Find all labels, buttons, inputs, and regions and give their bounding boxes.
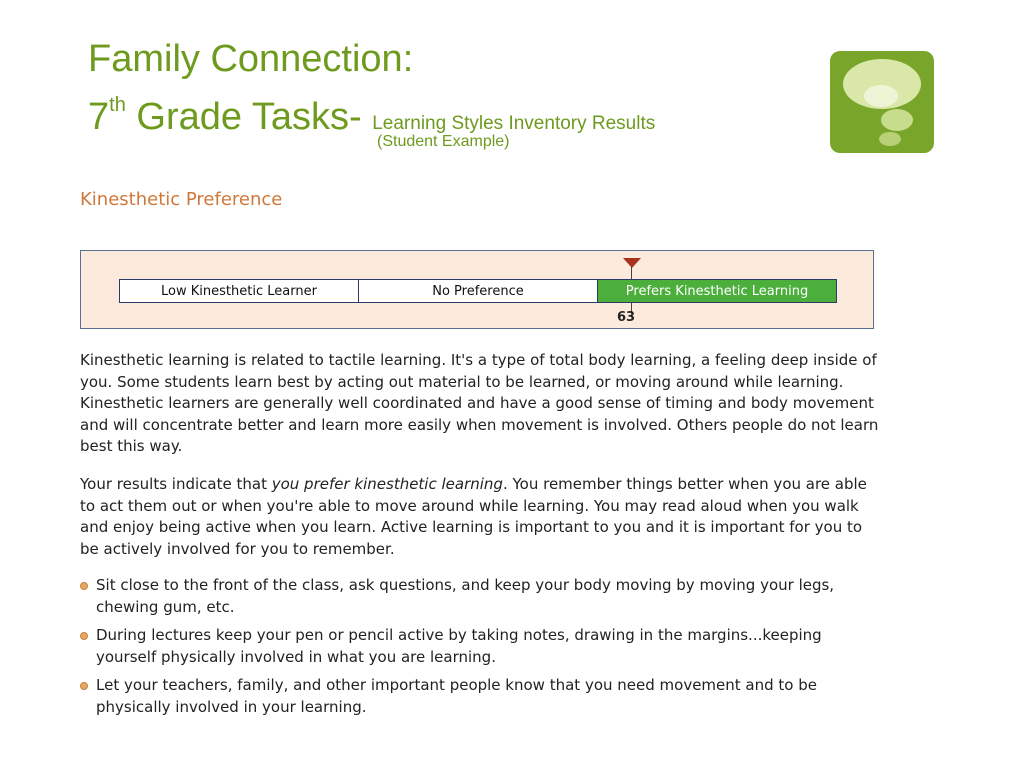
scale-bar — [119, 279, 837, 303]
list-item — [80, 675, 880, 718]
scale-segment-none: No Preference — [359, 280, 598, 302]
slide-title — [88, 36, 655, 147]
bullet-dot-icon — [80, 632, 88, 640]
title-line-1: Family Connection: — [88, 38, 414, 80]
list-item-text: During lectures keep your pen or pencil active by taking notes, drawing in the margins...keeping yourself physically involved in what you are learning. — [96, 626, 822, 666]
title-line-2 — [88, 82, 655, 147]
description-paragraph: Kinesthetic learning is related to tactile learning. It's a type of total body learning, a feeling deep inside of you. Some students learn best by acting out material to be learned, or moving around while learning. Kinesthetic learners are generally well coordinated and have a good sense of timing and body movement and will concentrate better and learn more easily when movement is involved. Others people do not learn best this way. — [80, 351, 879, 455]
score-value: 63 — [617, 310, 636, 325]
small-bubble — [879, 132, 901, 146]
score-marker-icon — [623, 258, 641, 268]
title-grade-number: 7 — [88, 96, 110, 138]
slide-subtitle: (Student Example) — [377, 133, 510, 150]
title-small-text: Learning Styles Inventory Results — [372, 113, 656, 134]
results-emphasis: you prefer kinesthetic learning — [271, 475, 503, 493]
results-paragraph — [80, 474, 880, 560]
title-grade-suffix: th — [109, 94, 126, 116]
tips-list — [80, 575, 880, 725]
list-item-text: Sit close to the front of the class, ask questions, and keep your body moving by moving your legs, chewing gum, etc. — [96, 576, 835, 616]
scale-segment-low: Low Kinesthetic Learner — [120, 280, 359, 302]
preference-scale — [80, 250, 874, 329]
thought-bubbles-icon — [830, 51, 934, 153]
scale-segment-prefers: Prefers Kinesthetic Learning — [598, 280, 836, 302]
medium-bubble — [881, 109, 913, 131]
list-item — [80, 625, 880, 668]
section-heading: Kinesthetic Preference — [80, 189, 283, 210]
list-item-text: Let your teachers, family, and other important people know that you need movement and to be physically involved in your learning. — [96, 676, 817, 716]
results-rest: . You remember things better when you are able to act them out or when you're able to move around while learning. You may read aloud when you walk and enjoy being active when you learn. Active learning is important to you and it is important for you to be actively involved for you to remember. — [80, 475, 867, 558]
large-bubble-highlight — [864, 85, 898, 107]
bullet-dot-icon — [80, 682, 88, 690]
title-grade-tasks: Grade Tasks- — [125, 96, 373, 138]
list-item — [80, 575, 880, 618]
results-intro: Your results indicate that — [80, 475, 272, 493]
bullet-dot-icon — [80, 582, 88, 590]
